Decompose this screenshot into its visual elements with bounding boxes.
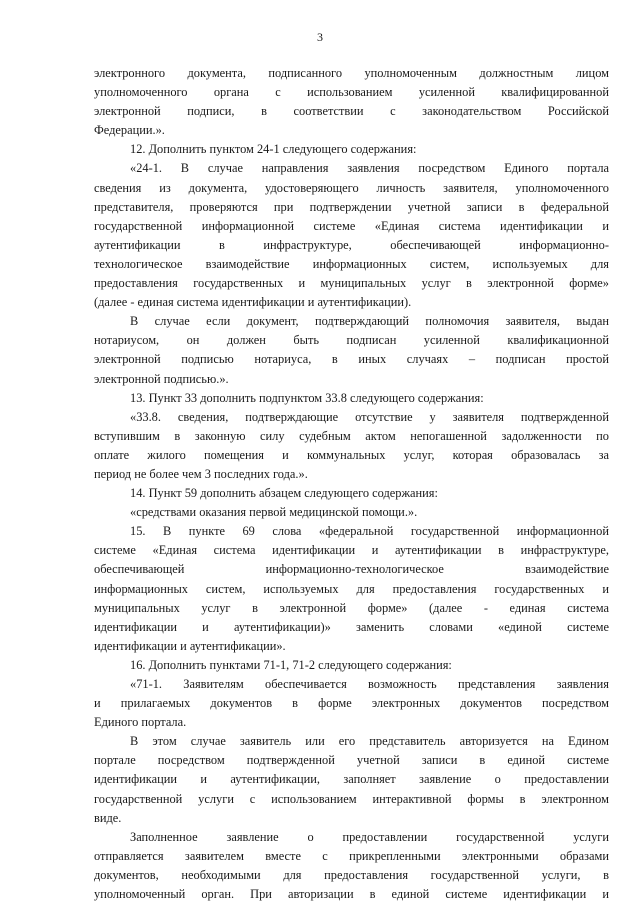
text-line: и прилагаемых документов в форме электронных документов посредством xyxy=(94,696,609,711)
text-line: В случае если документ, подтверждающий полномочия заявителя, выдан xyxy=(130,314,609,329)
text-line: портале посредством подтвержденной учетной записи в единой системе xyxy=(94,753,609,768)
text-line: «средствами оказания первой медицинской помощи.». xyxy=(130,505,418,520)
text-line: В этом случае заявитель или его представитель авторизуется на Едином xyxy=(130,734,609,749)
page-number: 3 xyxy=(317,30,323,44)
text-line: Федерации.». xyxy=(94,123,165,138)
text-line: идентификации и аутентификации)» заменить словами «единой системе xyxy=(94,619,609,634)
text-line: «33.8. сведения, подтверждающие отсутствие у заявителя подтвержденной xyxy=(130,409,609,424)
text-line: нотариусом, он должен быть подписан усиленной квалификационной xyxy=(94,333,609,348)
text-line: государственной информационной системе «Единая система идентификации и xyxy=(94,218,609,233)
text-line: сведения из документа, удостоверяющего личность заявителя, уполномоченного xyxy=(94,180,609,195)
text-line: уполномоченный орган. При авторизации в единой системе идентификации и xyxy=(94,887,609,902)
text-line: системе «Единая система идентификации и аутентификации в инфраструктуре, xyxy=(94,543,609,558)
text-line: Единого портала. xyxy=(94,715,187,730)
text-line: идентификации и аутентификации». xyxy=(94,638,286,653)
text-line: электронной подписи, в соответствии с законодательством Российской xyxy=(94,104,609,119)
text-line: идентификации и аутентификации, заполняет заявление о предоставлении xyxy=(94,772,609,787)
text-line: технологическое взаимодействие информационных систем, используемых для xyxy=(94,256,609,271)
text-line: виде. xyxy=(94,810,122,825)
text-line: документов, необходимыми для предоставления государственной услуги, в xyxy=(94,867,609,882)
text-line: 15. В пункте 69 слова «федеральной государственной информационной xyxy=(130,524,609,539)
text-line: 14. Пункт 59 дополнить абзацем следующего содержания: xyxy=(130,486,438,501)
text-line: электронного документа, подписанного уполномоченным должностным лицом xyxy=(94,66,609,80)
text-line: 13. Пункт 33 дополнить подпунктом 33.8 следующего содержания: xyxy=(130,390,484,405)
text-line: 12. Дополнить пунктом 24-1 следующего содержания: xyxy=(130,142,417,157)
text-line: государственной услуги с использованием интерактивной формы в электронном xyxy=(94,791,609,806)
text-line: электронной подписью нотариуса, в иных случаях – подписан простой xyxy=(94,352,609,367)
text-line: вступившим в законную силу судебным актом непогашенной задолженности по xyxy=(94,428,609,443)
text-line: период не более чем 3 последних года.». xyxy=(94,466,308,481)
text-line: оплате жилого помещения и коммунальных услуг, которая образовалась за xyxy=(94,447,609,462)
text-line: аутентификации в инфраструктуре, обеспечивающей информационно- xyxy=(94,237,609,252)
text-line: Заполненное заявление о предоставлении государственной услуги xyxy=(130,829,609,844)
text-line: информационных систем, используемых для предоставления государственных и xyxy=(94,581,609,596)
text-line: «71-1. Заявителям обеспечивается возможность представления заявления xyxy=(130,677,609,691)
text-line: муниципальных услуг в электронной форме» (далее - единая система xyxy=(94,600,609,615)
text-line: отправляется заявителем вместе с прикрепленными электронными образами xyxy=(94,848,609,863)
text-line: обеспечивающей информационно-технологическое взаимодействие xyxy=(94,562,609,577)
text-line: представителя, проверяются при подтверждении учетной записи в федеральной xyxy=(94,199,609,214)
text-line: «24-1. В случае направления заявления посредством Единого портала xyxy=(130,161,609,176)
text-line: предоставления государственных и муниципальных услуг в электронной форме» xyxy=(94,276,609,291)
text-line: уполномоченного органа с использованием усиленной квалифицированной xyxy=(94,85,609,100)
text-line: 16. Дополнить пунктами 71-1, 71-2 следующего содержания: xyxy=(130,657,452,672)
document-body xyxy=(94,64,609,904)
text-line: (далее - единая система идентификации и аутентификации). xyxy=(94,295,412,310)
text-line: электронной подписью.». xyxy=(94,371,229,386)
